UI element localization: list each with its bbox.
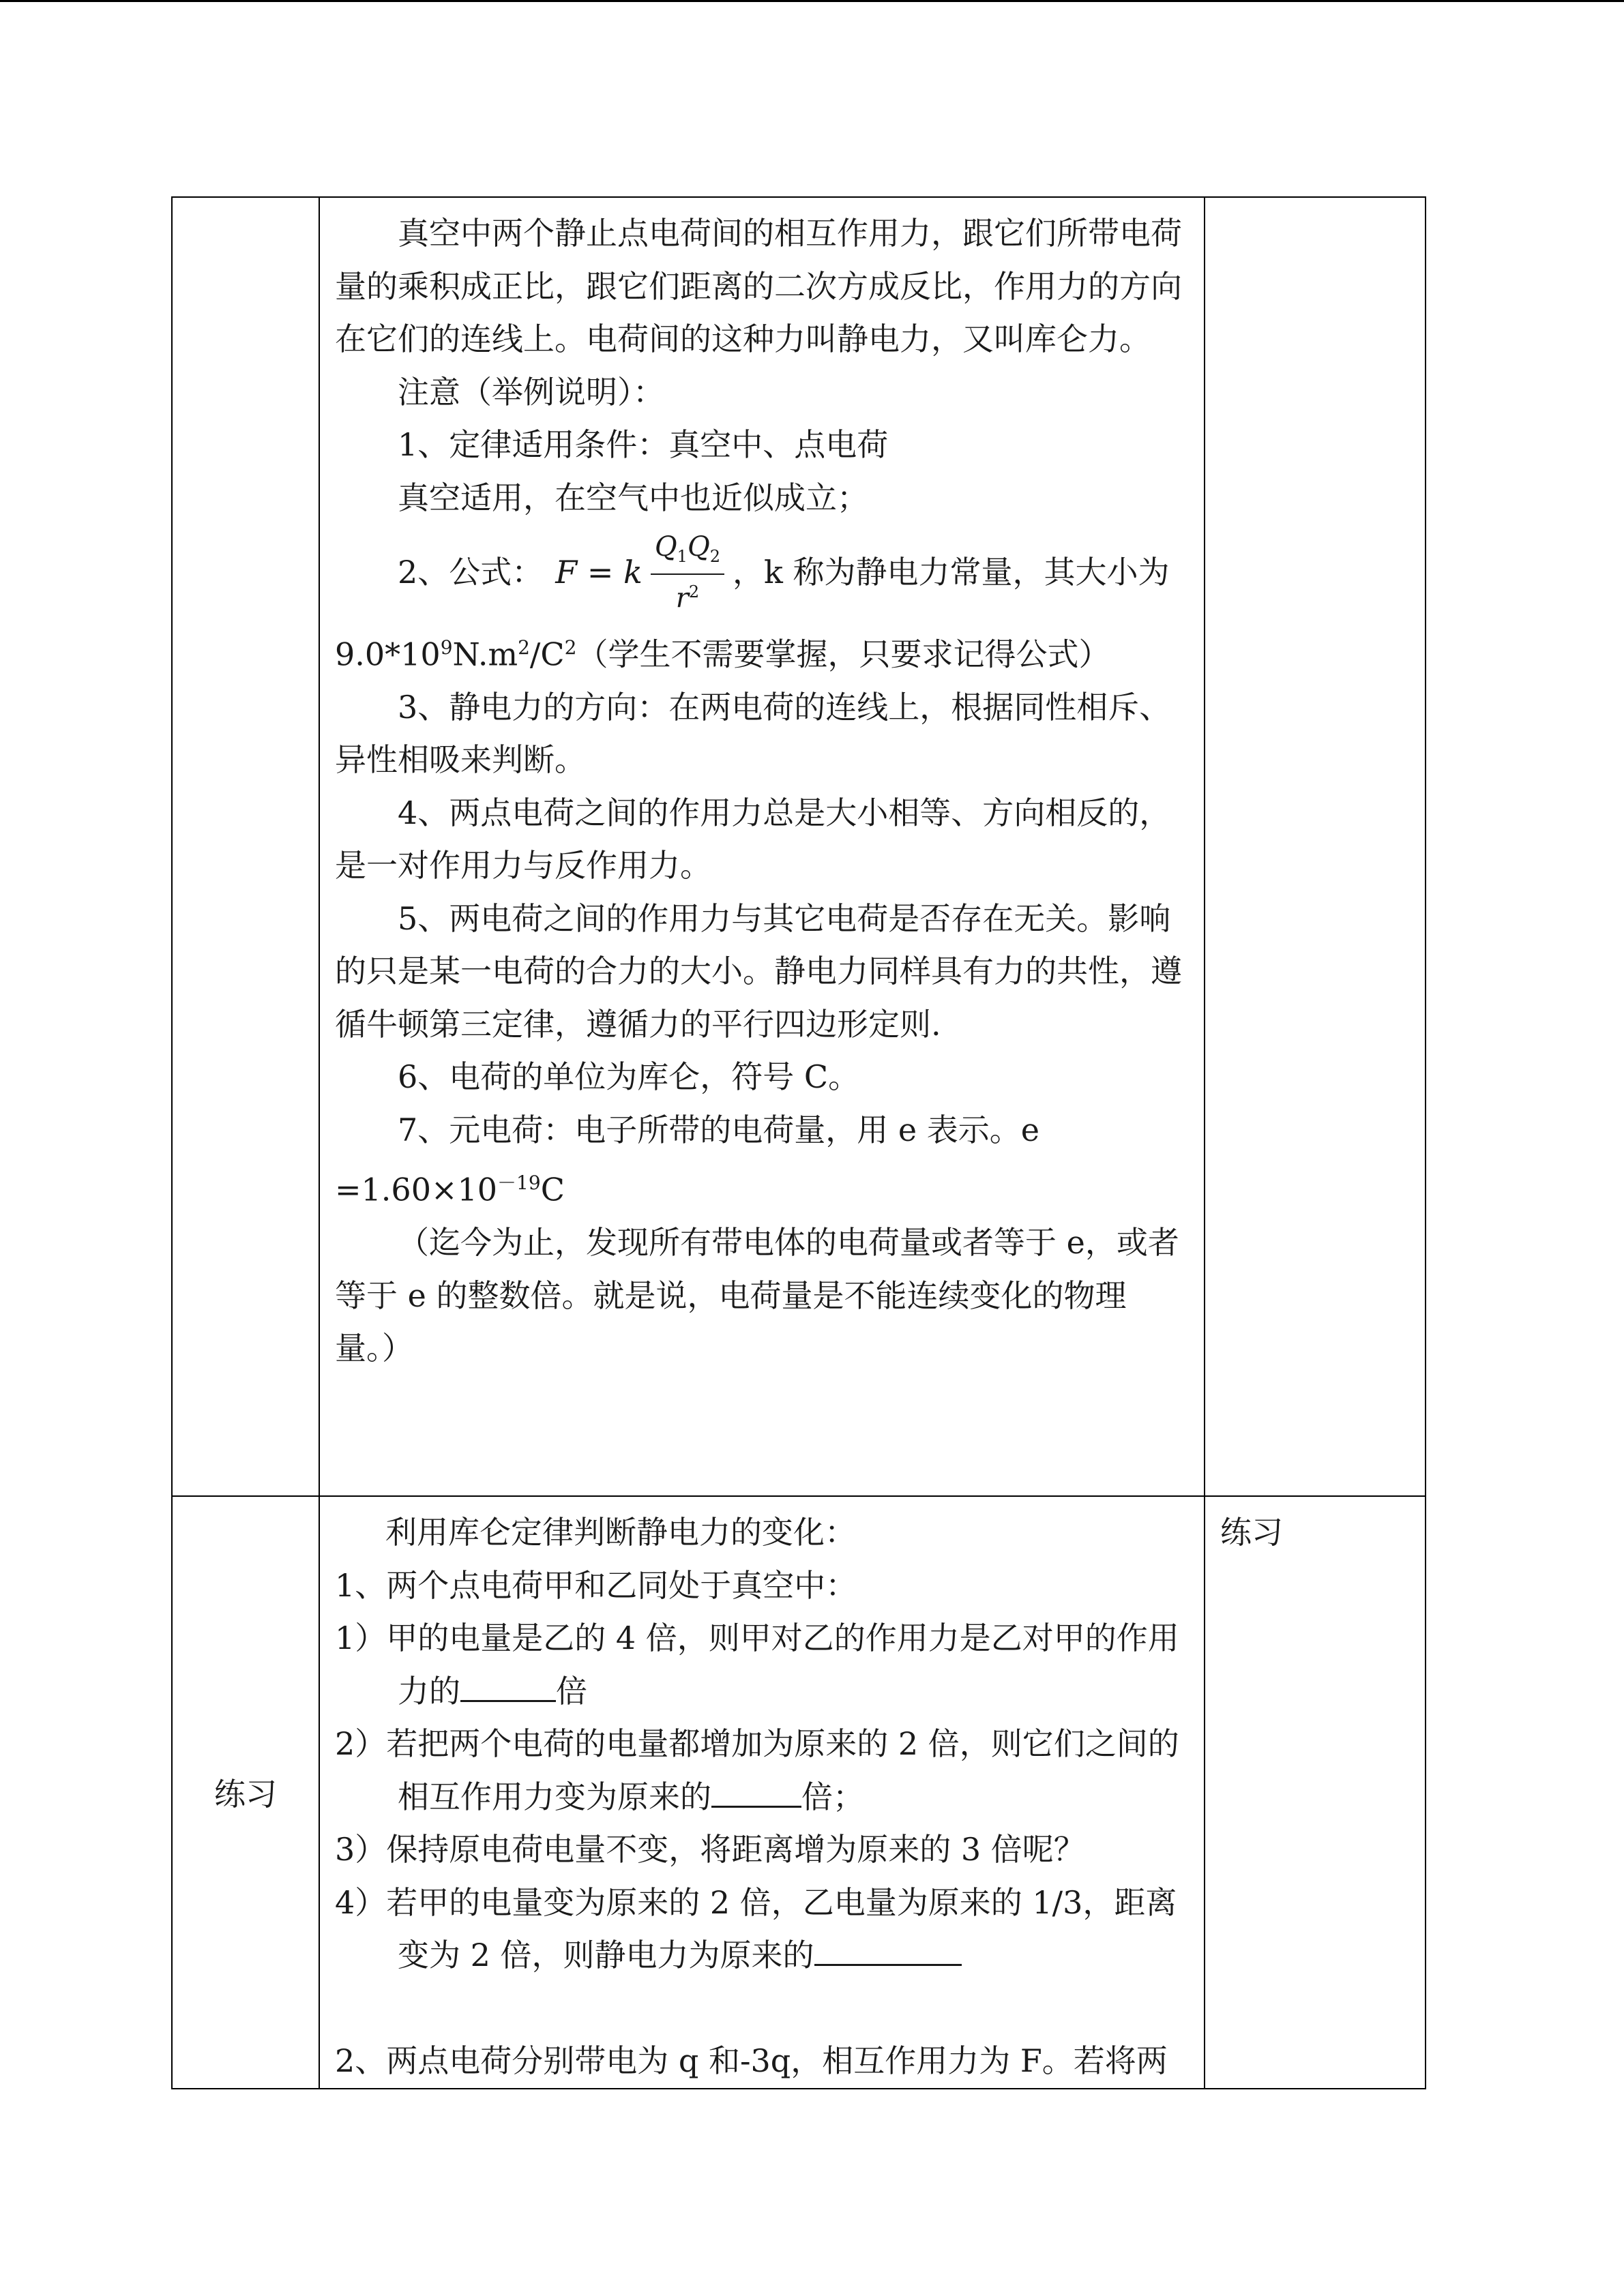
question-1-4: 4）若甲的电量变为原来的 2 倍，乙电量为原来的 1/3，距离变为 2 倍，则静电力为原来的	[335, 1883, 1177, 1973]
constant-value: $9.0*10^9N.m^2/C^2$（学生不需要掌握，只要求记得公式）	[335, 636, 1110, 673]
item-1-detail: 真空适用，在空气中也近似成立；	[398, 479, 868, 516]
content-cell	[319, 197, 1205, 1496]
lesson-table	[171, 196, 1426, 2089]
item-1: 1、定律适用条件：真空中、点电荷	[398, 426, 889, 463]
item-7-note: （迄今为止，发现所有带电体的电荷量或者等于 e，或者等于 e 的整数倍。就是说，电荷量是不能连续变化的物理量。）	[335, 1224, 1179, 1367]
formula-denominator: $r^2$	[675, 582, 700, 614]
question-1-2: 2）若把两个电荷的电量都增加为原来的 2 倍，则它们之间的相互作用力变为原来的 倍；	[335, 1725, 1179, 1815]
item-7: 7、元电荷：电子所带的电荷量，用 e 表示。$e =1.60\times 10^{-19}C$	[335, 1111, 1039, 1208]
item-2-suffix: ，k 称为静电力常量，其大小为	[733, 554, 1170, 591]
item-3: 3、静电力的方向：在两电荷的连线上，根据同性相斥、异性相吸来判断。	[335, 688, 1171, 779]
answer-blank[interactable]	[814, 1933, 962, 1966]
left-cell-empty	[172, 197, 319, 1496]
question-1-1: 1）甲的电量是乙的 4 倍，则甲对乙的作用力是乙对甲的作用力的 倍	[335, 1620, 1179, 1710]
item-2-formula-line	[335, 524, 1189, 621]
right-cell-practice	[1205, 1496, 1426, 2089]
formula-constant: k	[623, 554, 643, 591]
table-row	[172, 1496, 1426, 2089]
answer-blank[interactable]	[460, 1669, 556, 1702]
right-cell-empty	[1205, 197, 1426, 1496]
item-6: 6、电荷的单位为库仑，符号 C。	[398, 1058, 860, 1096]
formula-fraction	[651, 530, 724, 615]
question-1-3: 3）保持原电荷电量不变，将距离增为原来的 3 倍呢？	[335, 1831, 1085, 1868]
formula-equals: =	[577, 554, 623, 591]
page-top-border	[0, 0, 1624, 2]
formula-numerator: $Q_1Q_2$	[651, 530, 724, 575]
practice-heading: 利用库仑定律判断静电力的变化：	[385, 1514, 856, 1551]
item-2-prefix: 2、公式：	[398, 554, 544, 591]
item-5: 5、两电荷之间的作用力与其它电荷是否存在无关。影响的只是某一电荷的合力的大小。静电力同样具有力的共性，遵循牛顿第三定律，遵循力的平行四边形定则.	[335, 899, 1182, 1043]
spacer	[335, 1982, 1189, 2036]
note-heading: 注意（举例说明）：	[398, 373, 664, 411]
question-1: 1、两个点电荷甲和乙同处于真空中：	[335, 1566, 857, 1604]
left-cell-practice	[172, 1496, 319, 2089]
coulomb-formula	[555, 530, 733, 615]
practice-content-cell	[319, 1496, 1205, 2089]
answer-blank[interactable]	[711, 1774, 801, 1808]
coulomb-law-definition: 真空中两个静止点电荷间的相互作用力，跟它们所带电荷量的乘积成正比，跟它们距离的二次方成反比，作用力的方向在它们的连线上。电荷间的这种力叫静电力，又叫库仑力。	[335, 215, 1182, 357]
practice-label-left: 练习	[214, 1776, 277, 1813]
question-2: 2、两点电荷分别带电为 q 和-3q，相互作用力为 F。若将两	[335, 2042, 1168, 2079]
practice-label-right: 练习	[1220, 1514, 1283, 1551]
item-4: 4、两点电荷之间的作用力总是大小相等、方向相反的，是一对作用力与反作用力。	[335, 794, 1171, 884]
formula-force: F	[555, 554, 578, 591]
table-row	[172, 197, 1426, 1496]
